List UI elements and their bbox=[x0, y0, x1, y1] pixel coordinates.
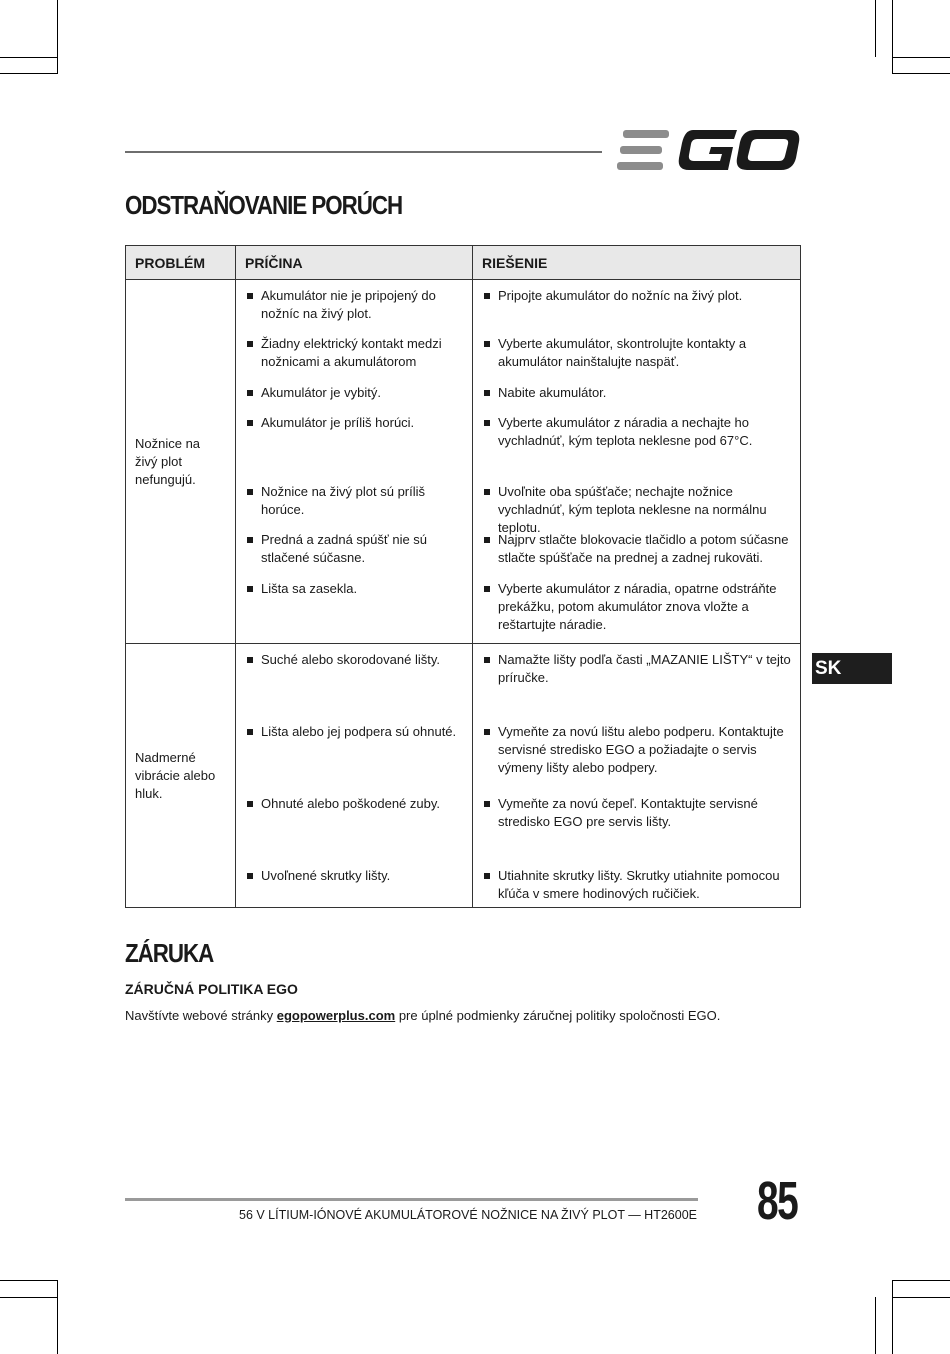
solution-item: Nabite akumulátor. bbox=[483, 384, 794, 402]
table-row bbox=[126, 644, 801, 908]
crop-mark bbox=[0, 1280, 57, 1281]
warranty-title: ZÁRUKA bbox=[125, 938, 214, 968]
problem-cell bbox=[126, 280, 236, 644]
solution-item: Pripojte akumulátor do nožníc na živý plot. bbox=[483, 287, 794, 305]
cause-cell bbox=[236, 280, 473, 644]
crop-mark bbox=[892, 57, 950, 58]
cause-item: Lišta alebo jej podpera sú ohnuté. bbox=[246, 723, 466, 741]
problem-text: Nadmerné vibrácie alebo hluk. bbox=[135, 749, 216, 801]
solution-item: Vyberte akumulátor z náradia, opatrne odstráňte prekážku, potom akumulátor znova vložte a reštartujte náradie. bbox=[483, 580, 794, 634]
solution-item: Vymeňte za novú čepeľ. Kontaktujte servisné stredisko EGO pre servis lišty. bbox=[483, 795, 794, 831]
cause-cell bbox=[236, 644, 473, 908]
page-title: ODSTRAŇOVANIE PORÚCH bbox=[125, 190, 403, 220]
crop-mark bbox=[57, 1280, 58, 1354]
warranty-text-before: Navštívte webové stránky bbox=[125, 1008, 277, 1023]
warranty-text-after: pre úplné podmienky záručnej politiky spoločnosti EGO. bbox=[395, 1008, 721, 1023]
solution-item: Utiahnite skrutky lišty. Skrutky utiahnite pomocou kľúča v smere hodinových ručičiek. bbox=[483, 867, 794, 903]
cause-item: Ohnuté alebo poškodené zuby. bbox=[246, 795, 466, 813]
language-tab: SK bbox=[812, 653, 892, 684]
problem-cell bbox=[126, 644, 236, 908]
crop-mark bbox=[892, 1297, 950, 1298]
solution-item: Vymeňte za novú lištu alebo podperu. Kontaktujte servisné stredisko EGO a požiadajte o servis výmeny lišty alebo podpery. bbox=[483, 723, 794, 777]
solution-item: Uvoľnite oba spúšťače; nechajte nožnice vychladnúť, kým teplota neklesne na normálnu teplotu. bbox=[483, 483, 794, 537]
crop-mark bbox=[0, 57, 57, 58]
column-header-problem: PROBLÉM bbox=[126, 246, 236, 280]
cause-item: Žiadny elektrický kontakt medzi nožnicami a akumulátorom bbox=[246, 335, 466, 371]
crop-mark bbox=[0, 1297, 57, 1298]
solution-item: Vyberte akumulátor z náradia a nechajte ho vychladnúť, kým teplota neklesne pod 67°C. bbox=[483, 414, 794, 450]
crop-mark bbox=[892, 1280, 950, 1281]
solution-item: Najprv stlačte blokovacie tlačidlo a potom súčasne stlačte spúšťače na prednej a zadnej rukoväti. bbox=[483, 531, 794, 567]
cause-item: Lišta sa zasekla. bbox=[246, 580, 466, 598]
website-link[interactable]: egopowerplus.com bbox=[276, 1008, 396, 1023]
crop-mark bbox=[892, 0, 893, 74]
cause-item: Akumulátor nie je pripojený do nožníc na živý plot. bbox=[246, 287, 466, 323]
footer-rule bbox=[125, 1198, 698, 1201]
cause-item: Uvoľnené skrutky lišty. bbox=[246, 867, 466, 885]
page-number: 85 bbox=[757, 1171, 798, 1231]
ego-logo bbox=[617, 128, 801, 172]
crop-mark bbox=[892, 1280, 893, 1354]
crop-mark bbox=[0, 73, 57, 74]
solution-item: Vyberte akumulátor, skontrolujte kontakty a akumulátor nainštalujte naspäť. bbox=[483, 335, 794, 371]
cause-item: Suché alebo skorodované lišty. bbox=[246, 651, 466, 669]
crop-mark bbox=[875, 0, 876, 57]
header-rule bbox=[125, 151, 602, 153]
cause-item: Akumulátor je príliš horúci. bbox=[246, 414, 466, 432]
warranty-text bbox=[125, 1008, 720, 1023]
cause-item: Akumulátor je vybitý. bbox=[246, 384, 466, 402]
warranty-subtitle: ZÁRUČNÁ POLITIKA EGO bbox=[125, 981, 298, 997]
crop-mark bbox=[892, 73, 950, 74]
crop-mark bbox=[875, 1297, 876, 1354]
table-row bbox=[126, 280, 801, 644]
solution-cell bbox=[473, 280, 801, 644]
column-header-cause: PRÍČINA bbox=[236, 246, 473, 280]
troubleshooting-table bbox=[125, 245, 801, 908]
crop-mark bbox=[57, 0, 58, 74]
cause-item: Nožnice na živý plot sú príliš horúce. bbox=[246, 483, 466, 519]
solution-item: Namažte lišty podľa časti „MAZANIE LIŠTY“ v tejto príručke. bbox=[483, 651, 794, 687]
footer-text: 56 V LÍTIUM-IÓNOVÉ AKUMULÁTOROVÉ NOŽNICE NA ŽIVÝ PLOT — HT2600E bbox=[239, 1208, 697, 1222]
column-header-solution: RIEŠENIE bbox=[473, 246, 801, 280]
solution-cell bbox=[473, 644, 801, 908]
cause-item: Predná a zadná spúšť nie sú stlačené súčasne. bbox=[246, 531, 466, 567]
problem-text: Nožnice na živý plot nefungujú. bbox=[135, 435, 201, 487]
